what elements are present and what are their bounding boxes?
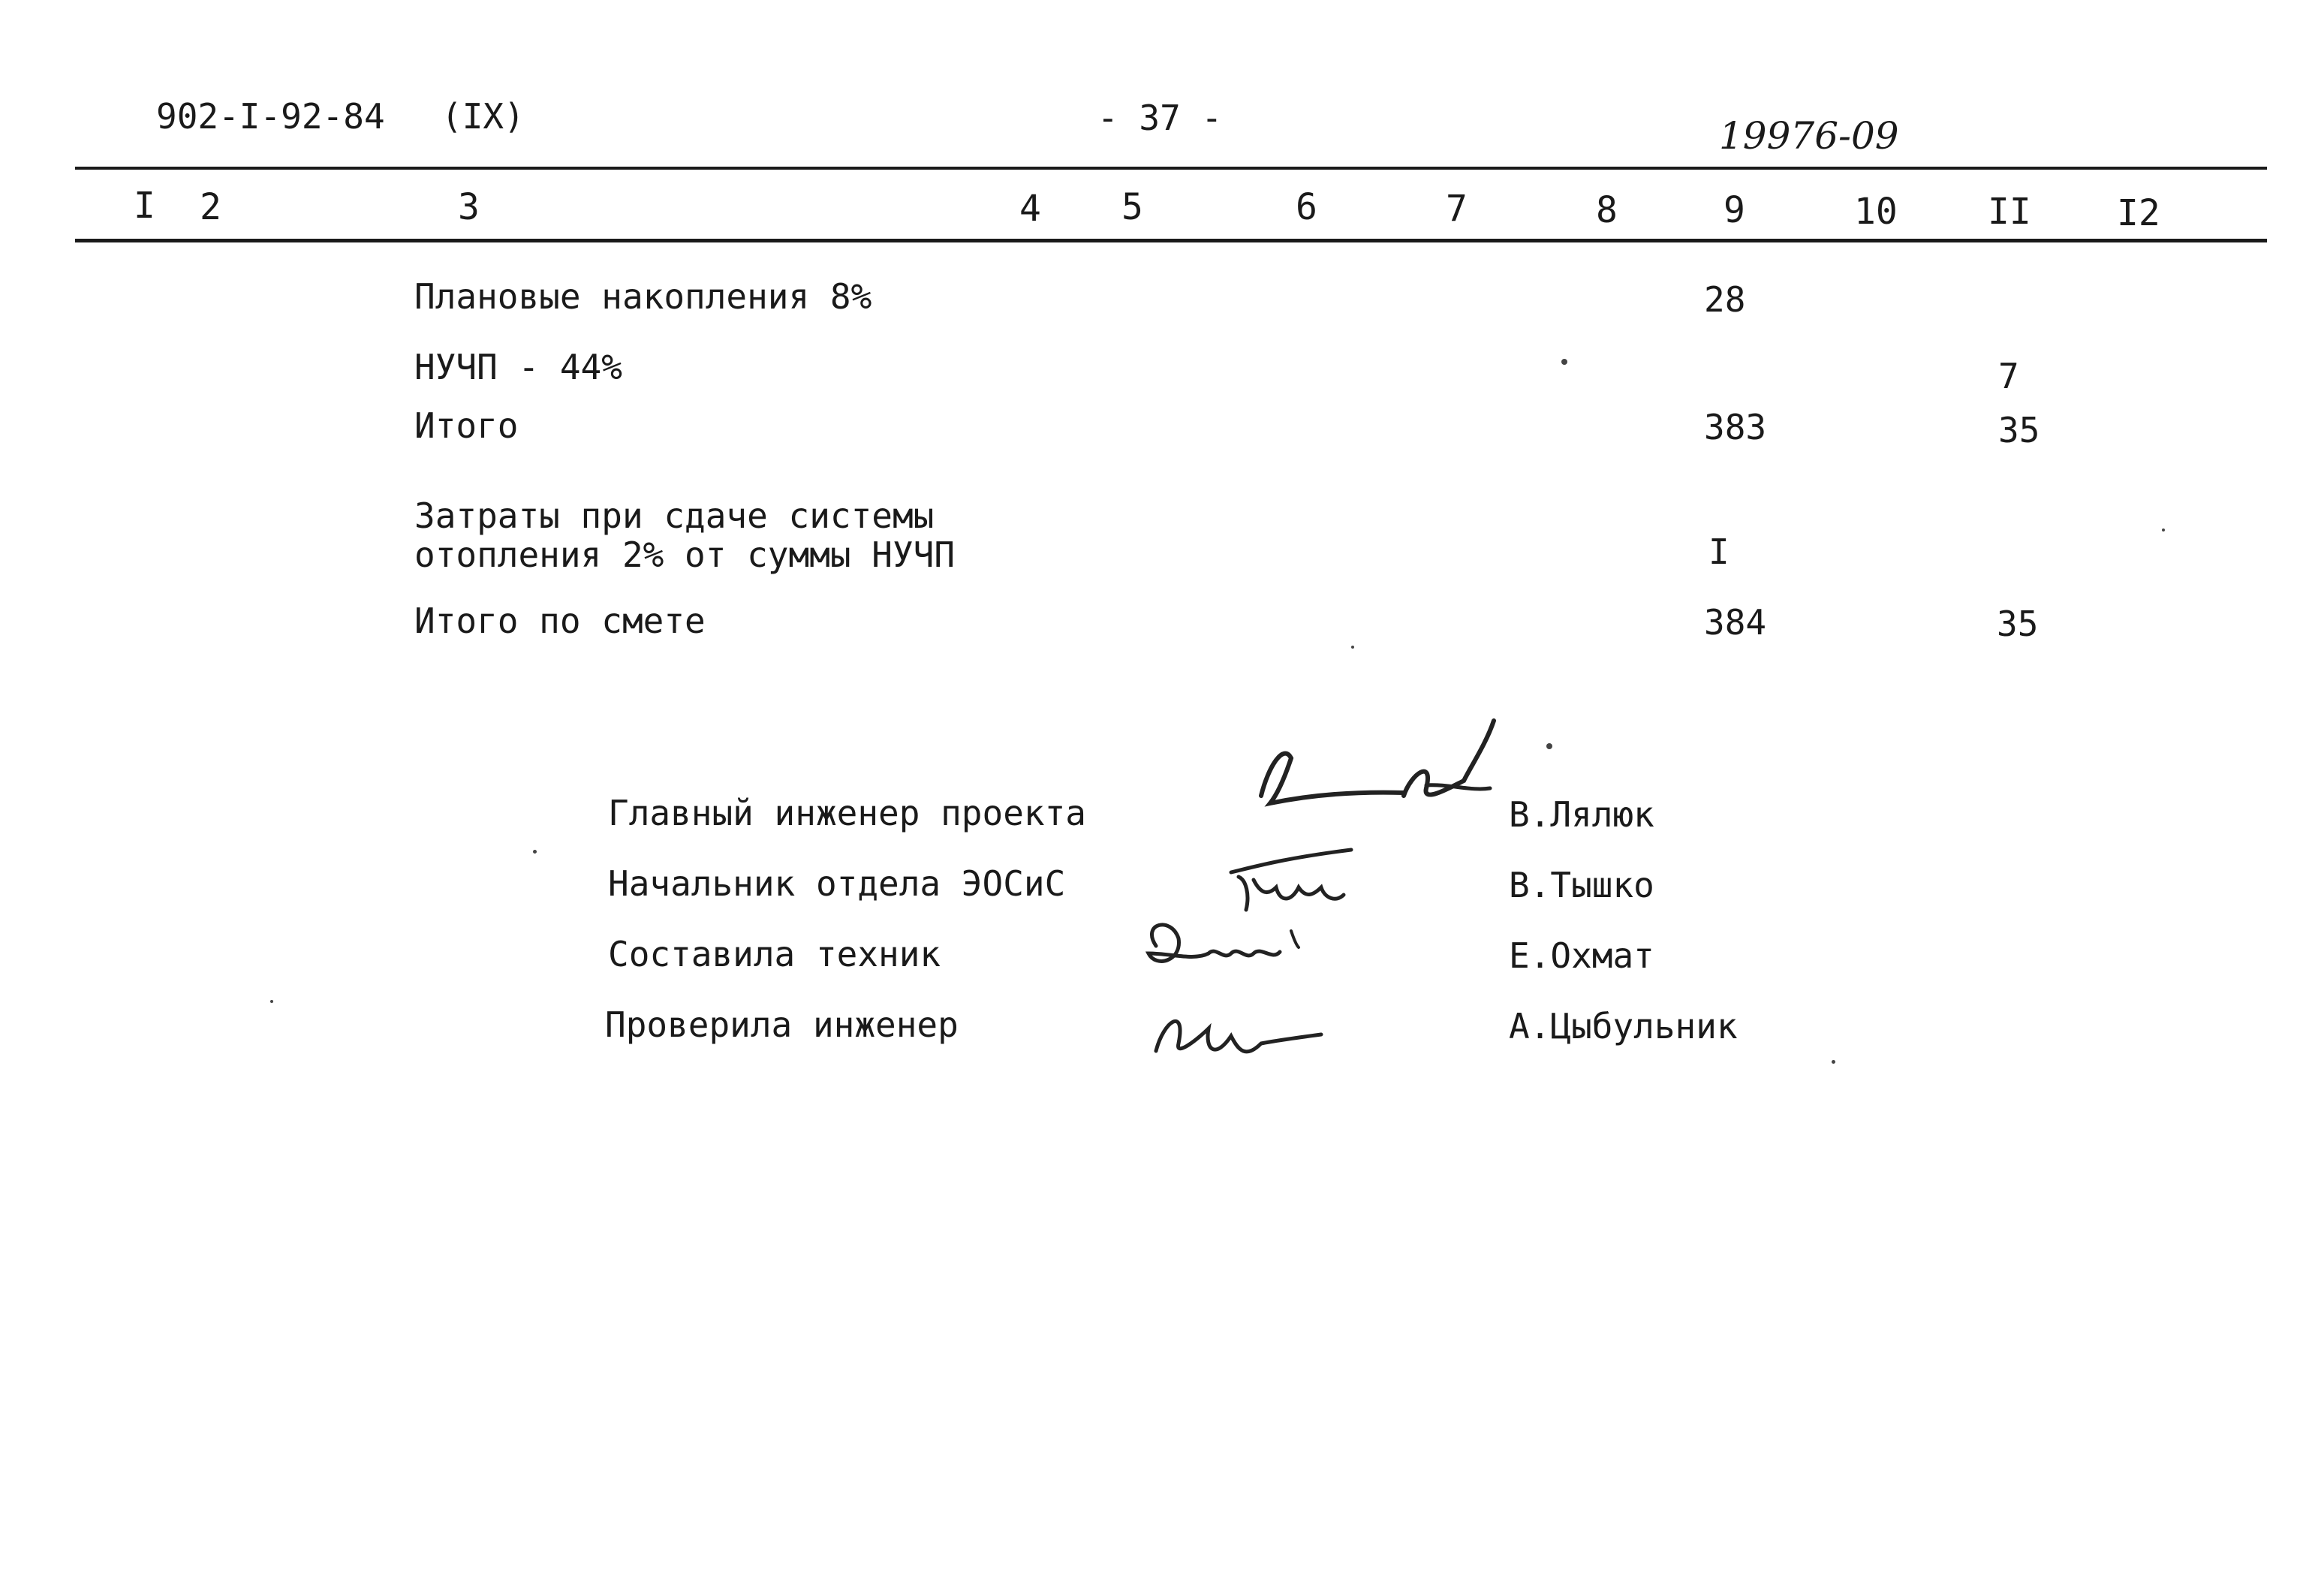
row-label-overhead: НУЧП - 44% [414,347,622,387]
column-header-2: 2 [200,186,221,228]
row-value-col11: 35 [1997,604,2039,644]
column-header-8: 8 [1596,189,1618,231]
scan-speck [1351,646,1354,649]
row-value-col9: 383 [1704,407,1767,447]
signatory-name: В.Тышко [1509,865,1654,905]
document-part: (IX) [441,96,525,137]
signatory-role: Проверила инженер [605,1004,959,1045]
handwritten-signature-chief-engineer [1231,713,1531,841]
row-label-handover-costs-line1: Затраты при сдаче системы [414,495,935,536]
document-code: 902-I-92-84 [156,96,385,137]
row-value-col11: 35 [1998,410,2040,450]
signatory-role: Составила техник [608,934,941,974]
handwritten-signature-technician [1126,901,1321,991]
scan-speck [1546,743,1552,749]
row-label-estimate-total: Итого по смете [414,601,706,641]
signatory-role: Главный инженер проекта [608,793,1086,833]
signatory-name: Е.Охмат [1509,935,1654,976]
column-header-7: 7 [1446,188,1468,230]
column-header-5: 5 [1121,186,1143,228]
column-header-11: II [1988,191,2031,233]
column-header-9: 9 [1723,189,1745,231]
column-header-10: 10 [1854,191,1898,233]
scan-speck [270,1000,273,1003]
archive-stamp-number: 19976-09 [1719,114,1899,158]
row-value-col9: 384 [1704,602,1767,643]
row-label-subtotal: Итого [414,405,519,446]
signatory-name: А.Цыбульник [1509,1006,1738,1046]
scan-speck [1561,359,1567,365]
scan-speck [1832,1060,1835,1064]
row-label-planned-savings: Плановые накопления 8% [414,276,872,317]
scan-speck [533,850,537,854]
column-header-3: 3 [458,186,480,228]
top-rule [75,167,2267,170]
column-header-6: 6 [1296,186,1317,228]
signatory-role: Начальник отдела ЭОСиС [608,863,1066,904]
row-value-col9: I [1708,531,1730,572]
page-number: - 37 - [1097,98,1223,138]
column-header-12: I2 [2117,192,2160,234]
scan-speck [2162,528,2165,531]
document-number [156,96,385,137]
column-header-4: 4 [1019,188,1041,230]
column-header-1: I [134,185,155,227]
row-value-col11: 7 [1998,356,2019,396]
row-value-col9: 28 [1704,279,1746,320]
signatory-name: В.Лялюк [1509,794,1654,835]
handwritten-signature-inspector [1133,991,1329,1074]
header-bottom-rule [75,239,2267,242]
row-label-handover-costs-line2: отопления 2% от суммы НУЧП [414,535,956,575]
